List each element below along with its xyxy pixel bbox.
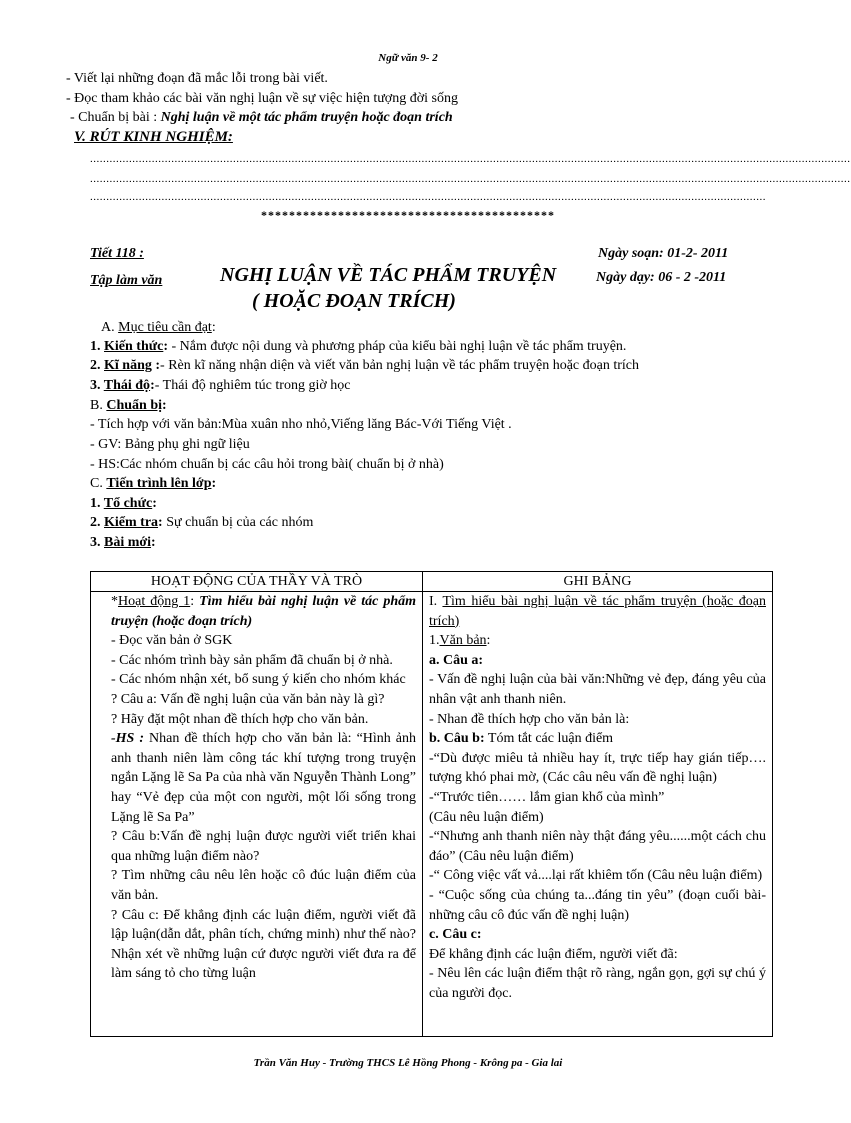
board-line: - Nhan đề thích hợp cho văn bản là: xyxy=(429,711,630,727)
section-v-heading: V. RÚT KINH NGHIỆM: xyxy=(74,129,233,145)
dotted-line-2: .......................................................................................................................................................................................................................................... xyxy=(90,173,851,185)
board-notes-cell xyxy=(423,592,773,1037)
lesson-table xyxy=(90,571,773,1037)
lesson-title-line-1: NGHỊ LUẬN VỀ TÁC PHẨM TRUYỆN xyxy=(220,264,557,286)
board-line: -“Nhưng anh thanh niên này thật đáng yêu......một cách chu đáo” (Câu nêu luận điểm) xyxy=(429,829,766,864)
objective-attitude: 3. Thái độ:- Thái độ nghiêm túc trong giờ học xyxy=(90,378,351,393)
page-header: Ngữ văn 9- 2 xyxy=(378,52,438,64)
col-header-activities: HOẠT ĐỘNG CỦA THẦY VÀ TRÒ xyxy=(91,572,423,592)
prep-item-2: - GV: Bảng phụ ghi ngữ liệu xyxy=(90,437,250,452)
review-line-1: - Viết lại những đoạn đã mắc lỗi trong bài viết. xyxy=(66,71,328,86)
objective-skills: 2. Kĩ năng :- Rèn kĩ năng nhận diện và viết văn bản nghị luận về tác phẩm truyện hoặc đoạn trích xyxy=(90,358,639,373)
board-line: -“ Công việc vất vả....lại rất khiêm tốn (Câu nêu luận điểm) xyxy=(429,868,763,884)
student-answer: -HS : Nhan đề thích hợp cho văn bản là: “Hình ảnh anh thanh niên làm công tác khí tượng trong truyện ngắn Lặng lẽ Sa Pa của nhà văn Nguyễn Thành Long” hay “Vẻ đẹp của một con người, một lối sống trong Lặng lẽ Sa Pa” xyxy=(111,731,416,825)
activity-1-heading: *Hoạt động 1: Tìm hiểu bài nghị luận về tác phẩm truyện (hoặc đoạn trích) xyxy=(111,594,417,629)
activity-line: - Các nhóm trình bày sản phẩm đã chuẩn bị ở nhà. xyxy=(111,652,393,668)
board-subsection: 1.Văn bản: xyxy=(429,633,491,649)
procedure-heading: C. Tiến trình lên lớp: xyxy=(90,476,217,491)
procedure-new-lesson: 3. Bài mới: xyxy=(90,535,156,550)
lesson-title-line-2: ( HOẶC ĐOẠN TRÍCH) xyxy=(252,290,456,312)
objectives-heading: A. Mục tiêu cần đạt: xyxy=(101,320,216,335)
activity-line: ? Hãy đặt một nhan đề thích hợp cho văn bản. xyxy=(111,711,369,727)
date-prepared: Ngày soạn: 01-2- 2011 xyxy=(598,246,729,261)
activity-line: ? Câu c: Để khẳng định các luận điểm, người viết đã lập luận(dẫn dắt, phân tích, chứng minh) như thế nào?Nhận xét về những luận cứ được người viết đưa ra để làm sáng tỏ cho từng luận xyxy=(111,907,416,982)
prep-item-3: - HS:Các nhóm chuẩn bị các câu hỏi trong bài( chuẩn bị ở nhà) xyxy=(90,457,444,472)
procedure-organize: 1. Tổ chức: xyxy=(90,496,157,511)
prep-item-1: - Tích hợp với văn bản:Mùa xuân nho nhỏ,Viếng lăng Bác-Với Tiếng Việt . xyxy=(90,417,512,432)
procedure-check: 2. Kiểm tra: Sự chuẩn bị của các nhóm xyxy=(90,515,314,530)
page-footer: Trần Văn Huy - Trường THCS Lê Hồng Phong - Krông pa - Gia lai xyxy=(253,1057,563,1069)
review-line-2: - Đọc tham khảo các bài văn nghị luận về sự việc hiện tượng đời sống xyxy=(66,91,458,106)
star-separator: ****************************************** xyxy=(261,208,555,222)
board-line: - Nêu lên các luận điểm thật rõ ràng, ngắn gọn, gợi sự chú ý của người đọc. xyxy=(429,966,766,1001)
objective-knowledge: 1. Kiến thức: - Nắm được nội dung và phương pháp của kiểu bài nghị luận về tác phẩm truyện. xyxy=(90,339,627,354)
prep-prefix: - Chuẩn bị bài : xyxy=(70,110,161,125)
prep-next-lesson xyxy=(70,108,453,127)
activities-cell xyxy=(91,592,423,1037)
board-line: - Vấn đề nghị luận của bài văn:Những vẻ đẹp, đáng yêu của nhân vật anh thanh niên. xyxy=(429,672,766,707)
table-header-row xyxy=(91,572,773,592)
prep-title: Nghị luận về một tác phẩm truyện hoặc đoạn trích xyxy=(160,110,453,125)
activity-line: ? Câu b:Vấn đề nghị luận được người viết triển khai qua những luận điểm nào? xyxy=(111,829,416,864)
question-a-label: a. Câu a: xyxy=(429,652,484,668)
board-line: Để khẳng định các luận điểm, người viết đã: xyxy=(429,946,678,962)
board-section-heading: I. Tìm hiểu bài nghị luận về tác phẩm truyện (hoặc đoạn trích) xyxy=(429,594,766,629)
preparation-heading: B. Chuẩn bị: xyxy=(90,398,167,413)
activity-line: - Đọc văn bản ở SGK xyxy=(111,633,233,649)
board-line: -“Dù được miêu tả nhiều hay ít, trực tiếp hay gián tiếp…. tượng khó phai mờ, (Các câu nêu vấn đề nghị luận) xyxy=(429,750,766,786)
activity-line: - Các nhóm nhận xét, bổ sung ý kiến cho nhóm khác xyxy=(111,672,406,688)
board-line: - “Cuộc sống của chúng ta...đáng tin yêu” (đoạn cuối bài-những câu cô đúc vấn đề nghị luận) xyxy=(429,887,766,923)
dotted-line-3: ................................................................................................................................................................................................................ xyxy=(90,191,766,203)
date-taught: Ngày dạy: 06 - 2 -2011 xyxy=(596,270,727,285)
question-c-label: c. Câu c: xyxy=(429,927,482,943)
activity-line: ? Câu a: Vấn đề nghị luận của văn bản này là gì? xyxy=(111,691,385,707)
lesson-subject: Tập làm văn xyxy=(90,273,163,288)
question-b: b. Câu b: Tóm tắt các luận điểm xyxy=(429,731,614,747)
col-header-board-notes: GHI BẢNG xyxy=(423,572,773,592)
activity-line: ? Tìm những câu nêu lên hoặc cô đúc luận điểm của văn bản. xyxy=(111,868,416,903)
table-content-row xyxy=(91,592,773,1037)
board-line: (Câu nêu luận điểm) xyxy=(429,809,544,825)
board-line: -“Trước tiên…… lắm gian khổ của mình” xyxy=(429,789,665,805)
dotted-line-1: .......................................................................................................................................................................................................................................... xyxy=(90,153,851,165)
lesson-number: Tiết 118 : xyxy=(90,246,144,261)
